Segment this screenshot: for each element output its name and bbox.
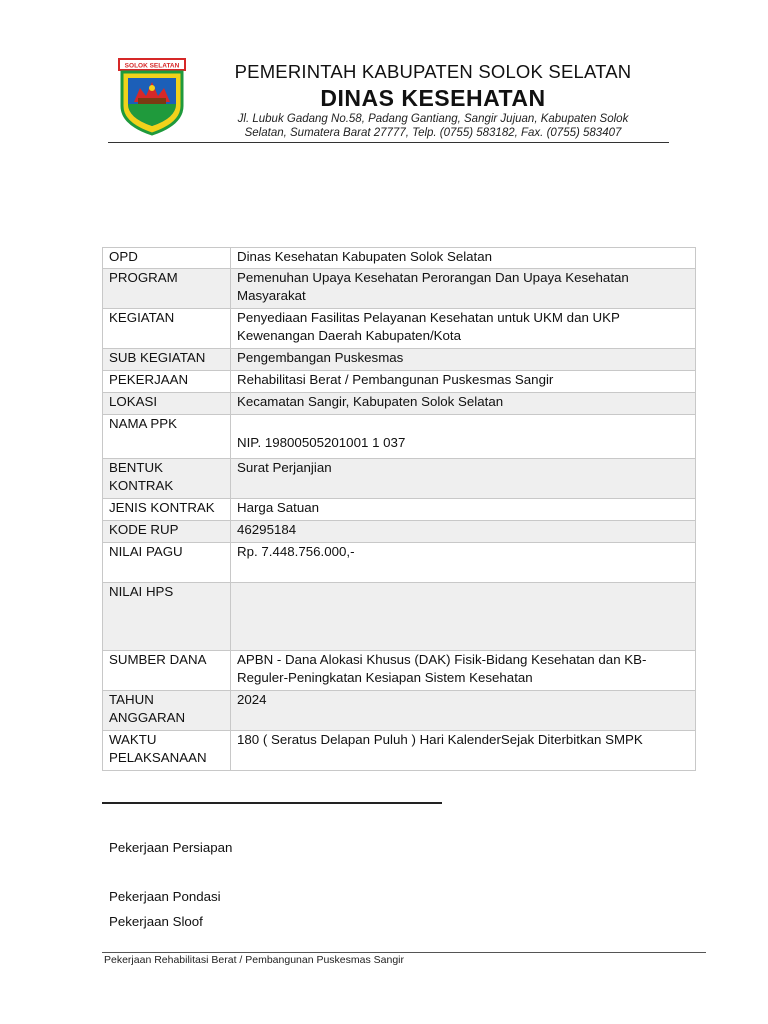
row-label: LOKASI xyxy=(103,393,231,415)
row-label: KODE RUP xyxy=(103,521,231,543)
row-label: JENIS KONTRAK xyxy=(103,499,231,521)
row-label: SUMBER DANA xyxy=(103,651,231,691)
row-label: NAMA PPK xyxy=(103,415,231,459)
table-row xyxy=(103,349,696,371)
table-row xyxy=(103,415,696,459)
row-value: Penyediaan Fasilitas Pelayanan Kesehatan untuk UKM dan UKP Kewenangan Daerah Kabupaten/Kota xyxy=(231,309,696,349)
work-item: Pekerjaan Sloof xyxy=(109,914,203,929)
address-line-2: Selatan, Sumatera Barat 27777, Telp. (0755) 583182, Fax. (0755) 583407 xyxy=(244,127,622,139)
table-row xyxy=(103,309,696,349)
row-label: SUB KEGIATAN xyxy=(103,349,231,371)
row-label: NILAI HPS xyxy=(103,583,231,651)
row-value: 46295184 xyxy=(231,521,696,543)
regency-logo xyxy=(116,58,188,136)
row-label: NILAI PAGU xyxy=(103,543,231,583)
row-value: Pengembangan Puskesmas xyxy=(231,349,696,371)
row-value xyxy=(231,415,696,459)
row-label: BENTUK KONTRAK xyxy=(103,459,231,499)
row-value: Rp. 7.448.756.000,- xyxy=(231,543,696,583)
row-label: KEGIATAN xyxy=(103,309,231,349)
table-row xyxy=(103,521,696,543)
section-divider xyxy=(102,802,442,804)
table-row xyxy=(103,248,696,269)
row-label: PROGRAM xyxy=(103,269,231,309)
row-value: Dinas Kesehatan Kabupaten Solok Selatan xyxy=(231,248,696,269)
row-label: OPD xyxy=(103,248,231,269)
table-row xyxy=(103,543,696,583)
table-row xyxy=(103,393,696,415)
row-value: 2024 xyxy=(231,691,696,731)
table-row xyxy=(103,651,696,691)
footer-divider xyxy=(102,952,706,953)
row-value: Surat Perjanjian xyxy=(231,459,696,499)
row-label: TAHUN ANGGARAN xyxy=(103,691,231,731)
row-value: Rehabilitasi Berat / Pembangunan Puskesmas Sangir xyxy=(231,371,696,393)
table-row xyxy=(103,731,696,771)
row-value: APBN - Dana Alokasi Khusus (DAK) Fisik-Bidang Kesehatan dan KB-Reguler-Peningkatan Kesiapan Sistem Kesehatan xyxy=(231,651,696,691)
logo-text: SOLOK SELATAN xyxy=(124,62,180,70)
letterhead xyxy=(198,60,668,140)
ppk-nip: NIP. 19800505201001 1 037 xyxy=(237,435,406,450)
letterhead-divider xyxy=(108,142,669,143)
table-row xyxy=(103,691,696,731)
work-item: Pekerjaan Pondasi xyxy=(109,889,221,904)
government-name: PEMERINTAH KABUPATEN SOLOK SELATAN xyxy=(234,61,632,82)
row-value: 180 ( Seratus Delapan Puluh ) Hari KalenderSejak Diterbitkan SMPK xyxy=(231,731,696,771)
table-row xyxy=(103,459,696,499)
row-label: WAKTU PELAKSANAAN xyxy=(103,731,231,771)
contract-info-table xyxy=(102,247,696,771)
row-label: PEKERJAAN xyxy=(103,371,231,393)
table-row xyxy=(103,583,696,651)
row-value: Pemenuhan Upaya Kesehatan Perorangan Dan Upaya Kesehatan Masyarakat xyxy=(231,269,696,309)
row-value: Kecamatan Sangir, Kabupaten Solok Selatan xyxy=(231,393,696,415)
row-value: Harga Satuan xyxy=(231,499,696,521)
work-item: Pekerjaan Persiapan xyxy=(109,840,233,855)
table-row xyxy=(103,371,696,393)
agency-name: DINAS KESEHATAN xyxy=(320,85,546,111)
row-value xyxy=(231,583,696,651)
table-row xyxy=(103,269,696,309)
address-line-1: Jl. Lubuk Gadang No.58, Padang Gantiang, Sangir Jujuan, Kabupaten Solok xyxy=(237,113,629,125)
page-footer: Pekerjaan Rehabilitasi Berat / Pembangunan Puskesmas Sangir xyxy=(104,954,405,966)
table-row xyxy=(103,499,696,521)
